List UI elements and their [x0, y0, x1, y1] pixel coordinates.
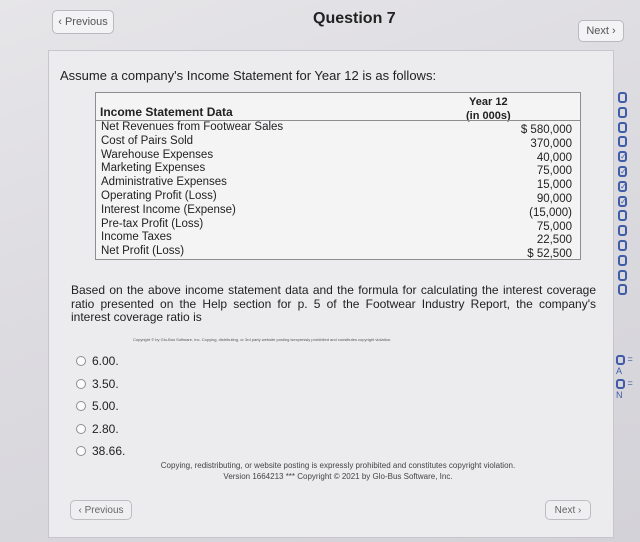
previous-button-bottom[interactable]: ‹ Previous	[70, 500, 132, 520]
question-text: Based on the above income statement data and the formula for calculating the interest coverage ratio presented on the Help section for p. 5 of the Footwear Industry Report, the company's interest coverage ratio is	[71, 283, 596, 324]
answer-option-label: 38.66.	[92, 444, 126, 459]
table-header-year-line1: Year 12	[469, 96, 508, 108]
radio-button[interactable]	[76, 379, 86, 389]
table-header-year	[466, 95, 511, 123]
question-status-answered-icon[interactable]: ✓	[620, 152, 627, 162]
table-row-label: Marketing Expenses	[101, 162, 206, 175]
status-legend	[616, 353, 640, 401]
question-status-icon[interactable]	[618, 284, 627, 295]
table-labels	[101, 121, 283, 259]
table-row-value: $ 580,000	[520, 124, 572, 136]
question-status-answered-icon[interactable]: ✓	[620, 196, 627, 206]
radio-button[interactable]	[76, 401, 86, 411]
next-button-bottom[interactable]: Next ›	[545, 500, 591, 520]
legend-answered	[616, 353, 640, 377]
footer-copyright	[118, 460, 558, 482]
answer-option-label: 5.00.	[92, 399, 119, 414]
table-row-value: 40,000	[536, 151, 572, 164]
table-row-label: Pre-tax Profit (Loss)	[101, 217, 204, 230]
previous-button-top[interactable]: ‹ Previous	[52, 10, 114, 34]
answer-option[interactable]	[76, 418, 125, 441]
question-status-icon[interactable]	[618, 225, 627, 236]
table-row-label: Warehouse Expenses	[101, 148, 214, 161]
table-row-label: Administrative Expenses	[101, 176, 227, 189]
table-row-label: Cost of Pairs Sold	[101, 134, 194, 147]
question-status-icon[interactable]	[618, 240, 627, 251]
legend-not-answered	[616, 377, 640, 401]
table-row-value: (15,000)	[529, 206, 572, 219]
question-status-icon[interactable]	[618, 255, 627, 266]
question-status-icon[interactable]	[618, 122, 627, 133]
table-row-value: 22,500	[536, 234, 572, 247]
income-statement-table	[95, 92, 581, 260]
table-row-value: 15,000	[536, 179, 572, 192]
radio-button[interactable]	[76, 446, 86, 456]
table-row-label: Interest Income (Expense)	[101, 203, 236, 216]
table-row-label: Income Taxes	[101, 231, 172, 244]
radio-button[interactable]	[76, 424, 86, 434]
question-status-icon[interactable]	[618, 210, 627, 221]
small-copyright-notice: Copyright © by Glo-Bus Software, Inc. Copying, distributing, or 3rd party website posting isexpressly prohibited and constitutes copyright violation.	[133, 337, 392, 342]
footer-line-1: Copying, redistributing, or website posting is expressly prohibited and constitutes copyright violation.	[160, 461, 516, 470]
footer-line-2: Version 1664213 *** Copyright © 2021 by Glo-Bus Software, Inc.	[223, 472, 453, 481]
table-values	[521, 124, 572, 262]
checkbox-checked-icon	[616, 355, 625, 365]
table-row-value: 75,000	[536, 165, 572, 178]
table-row-label: Net Profit (Loss)	[101, 245, 185, 258]
legend-answered-label: = A	[616, 354, 633, 376]
checkbox-empty-icon	[616, 379, 625, 389]
answer-option[interactable]	[76, 395, 125, 418]
legend-not-answered-label: = N	[616, 378, 633, 400]
intro-text: Assume a company's Income Statement for Year 12 is as follows:	[60, 68, 437, 83]
question-status-icon[interactable]	[618, 107, 627, 118]
answer-options	[76, 350, 125, 463]
table-row-value: 370,000	[530, 137, 572, 150]
question-status-icon[interactable]	[618, 270, 627, 281]
table-row-value: 90,000	[536, 192, 572, 205]
answer-option-label: 2.80.	[92, 421, 119, 436]
table-header-year-line2: (in 000s)	[466, 110, 511, 122]
answer-option-label: 3.50.	[92, 376, 119, 391]
next-button-top[interactable]: Next ›	[578, 20, 624, 42]
question-status-icon[interactable]	[618, 136, 627, 147]
table-row-value: 75,000	[536, 220, 572, 233]
answer-option[interactable]	[76, 350, 125, 373]
question-status-answered-icon[interactable]: ✓	[620, 181, 627, 191]
question-status-icon[interactable]	[618, 92, 627, 103]
table-row-label: Operating Profit (Loss)	[101, 189, 217, 202]
question-status-column	[616, 92, 640, 299]
radio-button[interactable]	[76, 356, 86, 366]
question-status-answered-icon[interactable]: ✓	[620, 166, 627, 176]
table-header-label: Income Statement Data	[100, 105, 233, 119]
answer-option-label: 6.00.	[92, 354, 119, 369]
question-title: Question 7	[313, 10, 396, 27]
table-row-label: Net Revenues from Footwear Sales	[101, 121, 284, 133]
answer-option[interactable]	[76, 373, 125, 396]
table-row-value: $ 52,500	[527, 248, 572, 261]
